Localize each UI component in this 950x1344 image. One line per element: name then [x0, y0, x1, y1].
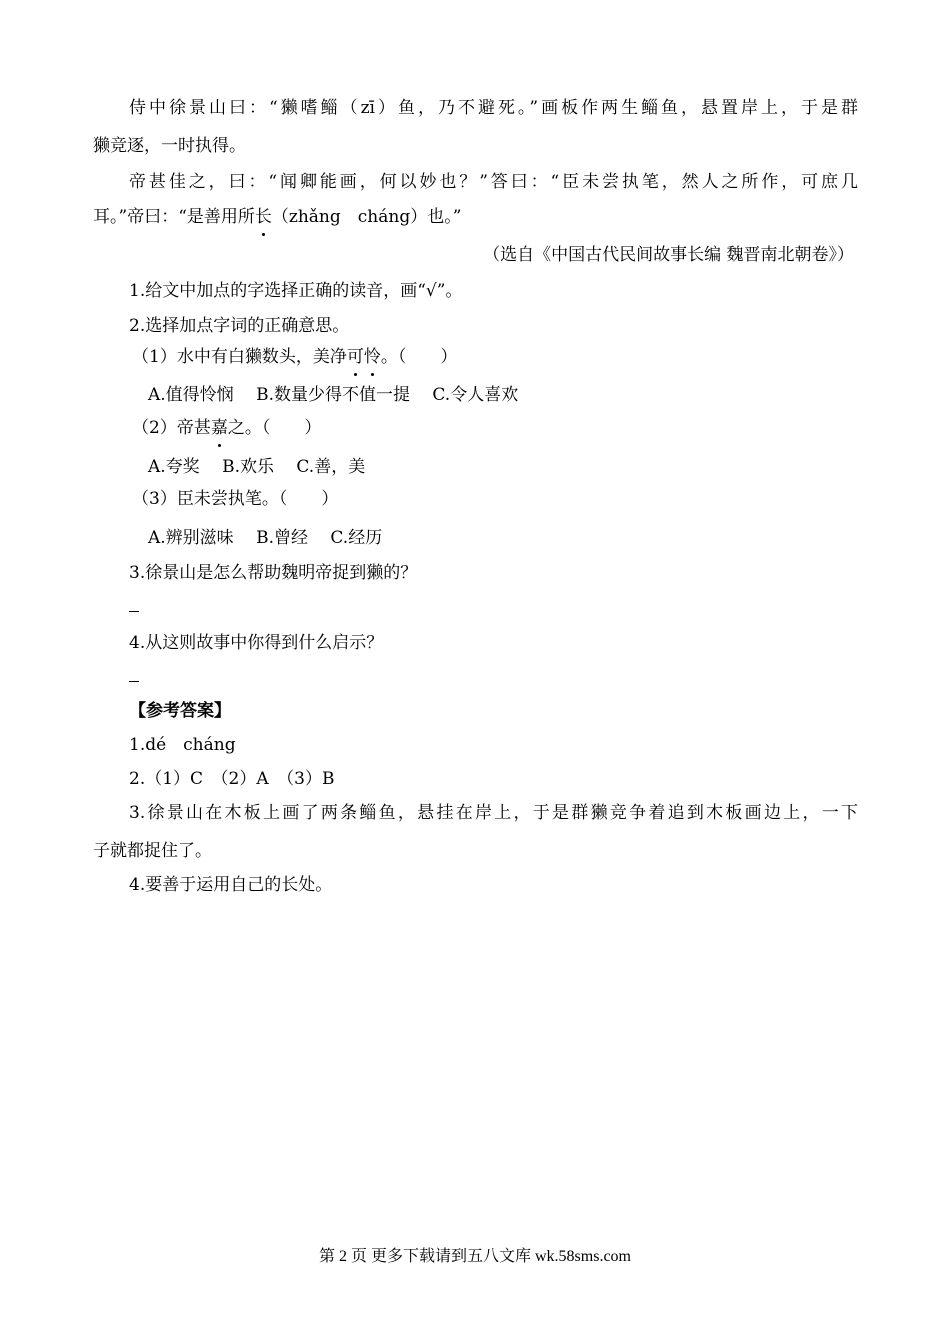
dotted-char-lian: 怜	[363, 347, 381, 367]
page-footer: 第 2 页 更多下载请到五八文库 wk.58sms.com	[318, 1248, 631, 1265]
question-2: 2.选择加点字词的正确意思。	[129, 316, 350, 336]
passage-p1-line1: 侍中徐景山曰：“獭嗜鲻（zī）鱼，乃不避死。”画板作两生鲻鱼，悬置岸上，于是群	[129, 98, 858, 118]
passage-p2-text-a: 耳。”帝曰：“是善用所	[93, 207, 255, 227]
passage-p2-line1: 帝甚佳之，曰：“闻卿能画，何以妙也？”答曰：“臣未尝执笔，然人之所作，可庶几	[129, 172, 858, 192]
answer-2: 2.（1）C （2）A （3）B	[129, 769, 335, 789]
question-2-2-options: A.夸奖 B.欢乐 C.善，美	[148, 457, 366, 477]
dotted-char-ke: 可	[346, 347, 364, 367]
answer-line-4	[129, 665, 139, 689]
passage-p2-line2	[93, 205, 461, 229]
answer-1: 1.dé cháng	[129, 735, 236, 755]
answer-3-line1: 3.徐景山在木板上画了两条鲻鱼，悬挂在岸上，于是群獭竞争着追到木板画边上，一下	[129, 803, 858, 823]
question-2-2	[132, 416, 321, 440]
question-2-3-options: A.辨别滋味 B.曾经 C.经历	[148, 528, 383, 548]
question-4: 4.从这则故事中你得到什么启示？	[129, 633, 384, 653]
question-3: 3.徐景山是怎么帮助魏明帝捉到獭的？	[129, 563, 418, 583]
q2-2-text-b: 之。（ ）	[227, 418, 322, 438]
answer-4: 4.要善于运用自己的长处。	[129, 875, 333, 895]
passage-p1-line2: 獭竞逐，一时执得。	[93, 136, 246, 156]
dotted-char-chang: 长	[254, 207, 272, 227]
q2-1-text-b: 。（ ）	[380, 347, 458, 367]
answer-3-line2: 子就都捉住了。	[93, 841, 212, 861]
question-2-1-options: A.值得怜悯 B.数量少得不值一提 C.令人喜欢	[148, 385, 519, 405]
answer-line-3	[129, 595, 139, 619]
question-2-1	[132, 345, 457, 369]
q2-2-text-a: （2）帝甚	[132, 418, 211, 438]
dotted-char-jia: 嘉	[210, 418, 228, 438]
source-citation: （选自《中国古代民间故事长编 魏晋南北朝卷》）	[483, 245, 854, 265]
answers-heading: 【参考答案】	[129, 701, 231, 721]
question-1: 1.给文中加点的字选择正确的读音，画“√”。	[129, 281, 463, 301]
q2-1-text-a: （1）水中有白獭数头，美净	[132, 347, 347, 367]
passage-p2-text-b: （zhǎng cháng）也。”	[271, 207, 462, 227]
question-2-3: （3）臣未尝执笔。（ ）	[132, 489, 339, 509]
